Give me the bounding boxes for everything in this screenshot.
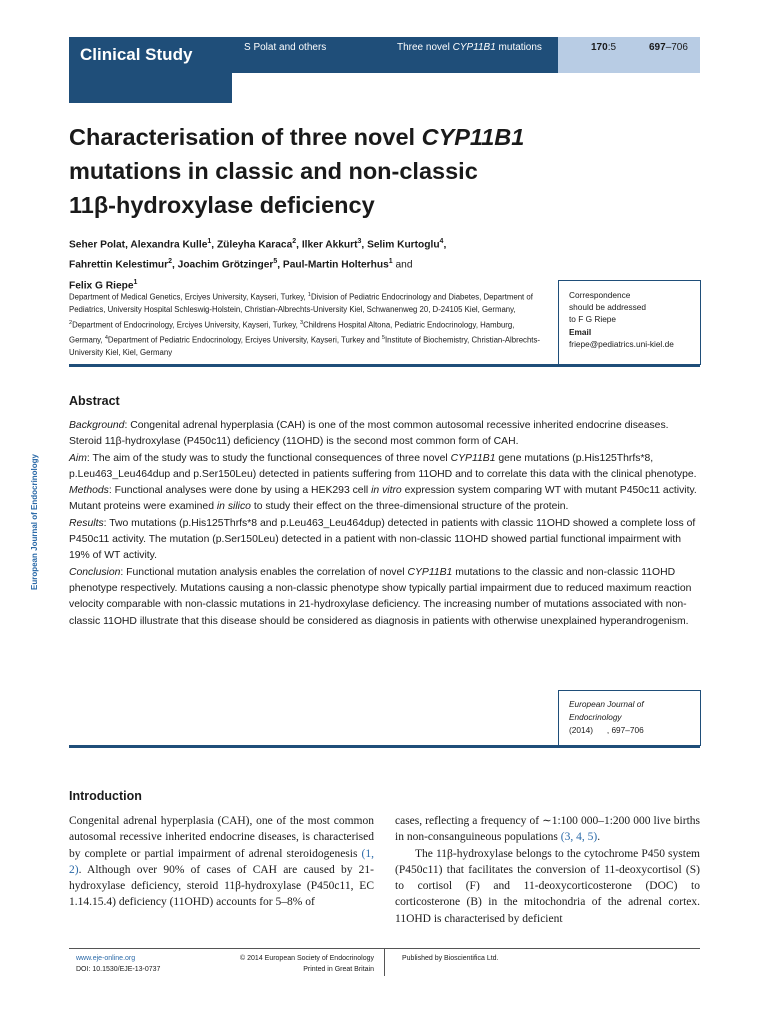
introduction-heading: Introduction xyxy=(69,789,142,803)
footer-divider xyxy=(384,948,385,976)
section-divider xyxy=(69,364,700,367)
abstract-body: Background: Congenital adrenal hyperplasia (CAH) is one of the most common autosomal recessive inherited endocrine diseases. Steroid 11β-hydroxylase (P450c11) deficiency (11OHD) is the second most common form of CAH. Aim: The aim of the study was to study the functional consequences of three novel CYP11B1 gene mutations (p.His125Thrfs*8, p.Leu463_Leu464dup and p.Ser150Leu) detected in patients suffering from 11OHD and to correlate this data with the clinical phenotype. Methods: Functional analyses were done by using a HEK293 cell in vitro expression system comparing WT with mutant P450c11 activity. Mutant proteins were examined in silico to study their effect on the three-dimensional structure of the protein. Results: Two mutations (p.His125Thrfs*8 and p.Leu463_Leu464dup) detected in patients with classic 11OHD showed a complete loss of P450c11 activity. The mutation (p.Ser150Leu) detected in a patient with non-classic 11OHD showed partial functional impairment with 19% of WT activity. Conclusion: Functional mutation analysis enables the correlation of novel CYP11B1 mutations to the classic and non-classic 11OHD phenotype respectively. Mutations causing a non-classic phenotype show typically partial impairment due to reduced maximum reaction velocity comparable with non-classic mutations in 21-hydroxylase deficiency. The increasing number of mutations associated with non-classic 11OHD illustrate that this disease should be considered as diagnosis in patients with otherwise unexplained hyperandrogenism. xyxy=(69,420,697,627)
correspondence-email[interactable]: friepe@pediatrics.uni-kiel.de xyxy=(569,338,674,349)
citation-text: European Journal of Endocrinology (2014) , 697–706 xyxy=(569,699,644,735)
intro-left-column: Congenital adrenal hyperplasia (CAH), one of the most common autosomal recessive inherited endocrine diseases, is characterised by complete or partial impairment of adrenal steroidogenesis (1, 2). Although over 90% of cases of CAH are caused by 21-hydroxylase deficiency, steroid 11β-hydroxylase (P450c11, EC 1.14.15.4) deficiency (11OHD) accounts for 5–8% of xyxy=(69,815,374,909)
reference-link[interactable]: (1, 2) xyxy=(69,847,374,876)
section-label: Clinical Study xyxy=(80,45,193,64)
article-title: Characterisation of three novel CYP11B1 mutations in classic and non-classic 11β-hydroxylase deficiency xyxy=(69,124,525,218)
abstract-divider xyxy=(69,745,700,748)
intro-right-column: cases, reflecting a frequency of ∼1:100 000–1:200 000 live births in non-consanguineous populations (3, 4, 5). The 11β-hydroxylase belongs to the cytochrome P450 system (P450c11) that facilitates the conversion of 11-deoxycortisol (S) to cortisol (F) and 11-deoxycorticosterone (DOC) to corticosterone (B) in the mitochondria of the adrenal cortex. 11OHD is characterised by deficient xyxy=(395,815,700,925)
footer-publisher: Published by Bioscientifica Ltd. xyxy=(402,955,499,962)
correspondence-text: Correspondence should be addressed to F G Riepe Email friepe@pediatrics.uni-kiel.de xyxy=(569,290,674,349)
volume-issue: 170:5 xyxy=(591,42,617,53)
abstract-heading: Abstract xyxy=(69,394,120,408)
journal-url[interactable]: www.eje-online.org xyxy=(76,955,136,962)
reference-link[interactable]: (3, 4, 5) xyxy=(560,831,598,844)
page-range: 697–706 xyxy=(649,42,688,53)
running-author: S Polat and others xyxy=(244,42,327,53)
journal-side-label: European Journal of Endocrinology xyxy=(30,453,39,590)
running-title: Three novel CYP11B1 mutations xyxy=(397,42,542,53)
footer-copyright: © 2014 European Society of Endocrinology Printed in Great Britain xyxy=(240,955,374,973)
affiliations: Department of Medical Genetics, Erciyes University, Kayseri, Turkey, $^1$Division of Pediatric Endocrinology and Diabetes, Department of Pediatrics, University Hospital Schleswig-Holstein, Christian-Albrechts-University Kiel, Schwanenweg 20, D-24105 Kiel, Germany, $^2$Department of Endocrinology, Erciyes University, Kayseri, Turkey, $^3$Childrens Hospital Altona, Pediatric Endocrinology, Hamburg, Germany, $^4$Department of Pediatric Endocrinology, Erciyes University, Kayseri, Turkey and $^5$Institute of Biochemistry, Christian-Albrechts-University Kiel, Kiel, Germany xyxy=(69,292,540,357)
footer-left xyxy=(76,954,160,975)
doi: DOI: 10.1530/EJE-13-0737 xyxy=(76,965,161,973)
author-list: Seher Polat, Alexandra Kulle$^1$, Züleyha Karaca$^2$, Ilker Akkurt$^3$, Selim Kurtoglu$^4$, Fahrettin Kelestimur$^2$, Joachim Grötzinger$^5$, Paul-Martin Holterhus$^1$ and Felix G Riepe$^1$ xyxy=(69,238,447,292)
